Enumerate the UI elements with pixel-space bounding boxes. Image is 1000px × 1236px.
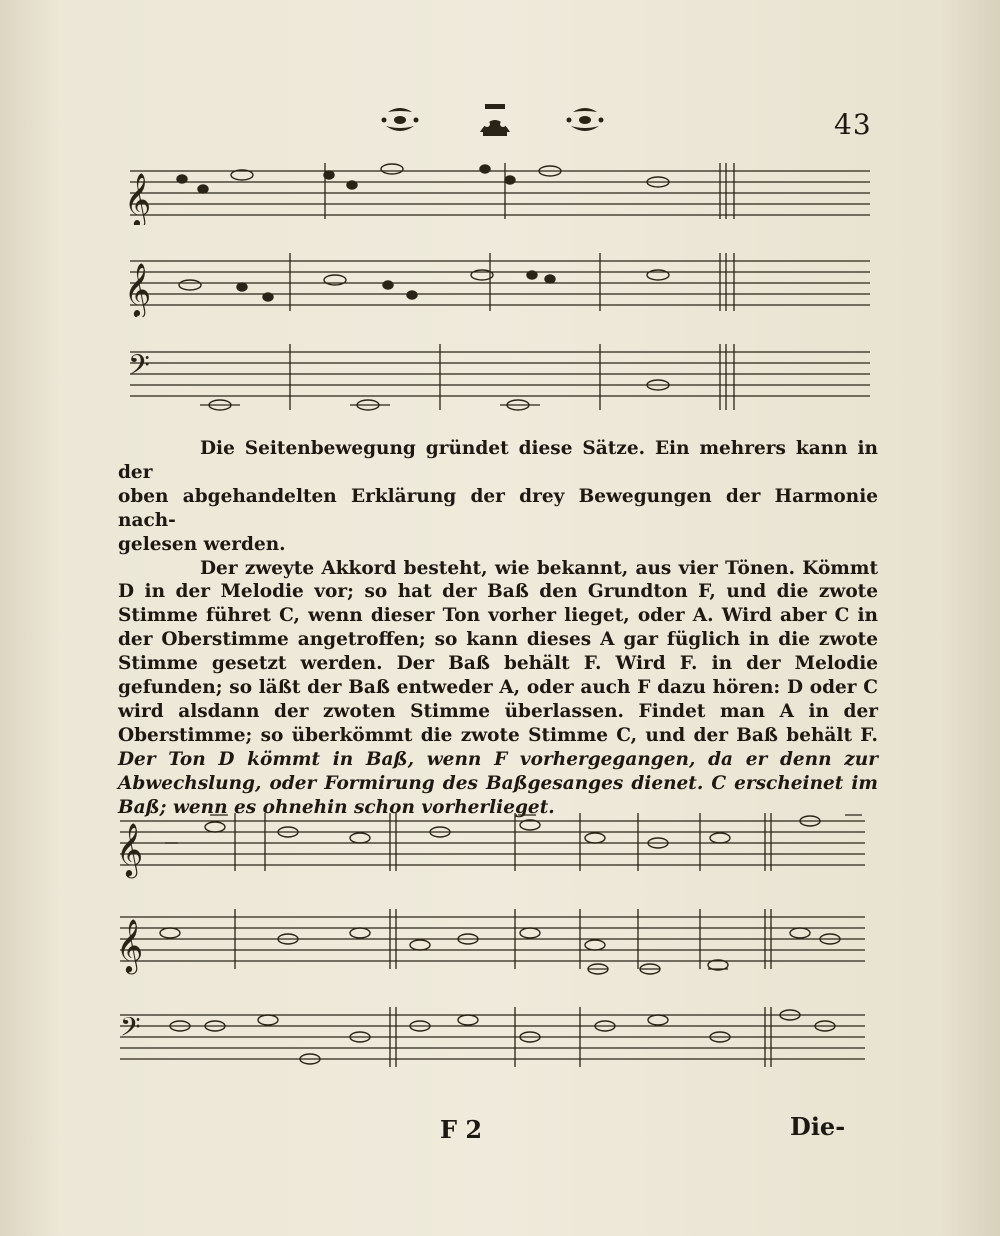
paragraph-line: oben abgehandelten Erklärung der drey Bewegungen der Harmonie nach- xyxy=(118,485,878,531)
music-staff-bass-1 xyxy=(110,340,880,420)
body-text xyxy=(118,437,878,820)
bass-clef-icon: 𝄢 xyxy=(128,349,150,389)
fleuron-icon xyxy=(567,108,604,131)
treble-clef-icon: 𝄞 xyxy=(116,918,144,972)
music-staff-bass-2 xyxy=(110,1003,880,1078)
bass-clef-icon: 𝄢 xyxy=(120,1011,141,1049)
treble-clef-icon: 𝄞 xyxy=(116,822,144,876)
header-ornament xyxy=(380,100,610,140)
music-staff-treble-1 xyxy=(110,155,880,225)
paragraph-italic-text: Der Ton D kömmt in Baß, wenn F vorhergegangen, da er denn zur Abwechslung, oder Formirung des Baßgesanges dienet. C erscheinet im Baß; wenn es ohnehin schon vorherlieget. xyxy=(118,748,878,818)
fleuron-icon xyxy=(382,108,419,131)
music-staff-treble-3 xyxy=(110,805,880,880)
crown-ornament-icon xyxy=(480,104,510,136)
paragraph-text: Der zweyte Akkord besteht, wie bekannt, aus vier Tönen. Kömmt D in der Melodie vor; so hat der Baß den Grundton F, und die zwote Stimme führet C, wenn dieser Ton vorher lieget, oder A. Wird aber C in der Oberstimme angetroffen; so kann dieses A gar füglich in die zwote Stimme gesetzt werden. Der Baß behält F. Wird F. in der Melodie gefunden; so läßt der Baß entweder A, oder auch F dazu hören: D oder C wird alsdann der zwoten Stimme überlassen. Findet man A in der Oberstimme; so überkömmt die zwote Stimme C, und der Baß behält F. xyxy=(118,557,878,746)
music-staff-treble-4 xyxy=(110,905,880,980)
paragraph-line: Die Seitenbewegung gründet diese Sätze. Ein mehrers kann in der xyxy=(118,438,878,483)
treble-clef-icon: 𝄞 xyxy=(124,262,152,316)
music-staff-treble-2 xyxy=(110,247,880,317)
page-number: 43 xyxy=(834,108,872,141)
signature-mark: F 2 xyxy=(440,1115,483,1144)
paragraph-line: gelesen werden. xyxy=(118,533,286,555)
treble-clef-icon: 𝄞 xyxy=(124,172,152,225)
paragraph xyxy=(118,557,878,820)
catchword: Die- xyxy=(790,1112,846,1141)
